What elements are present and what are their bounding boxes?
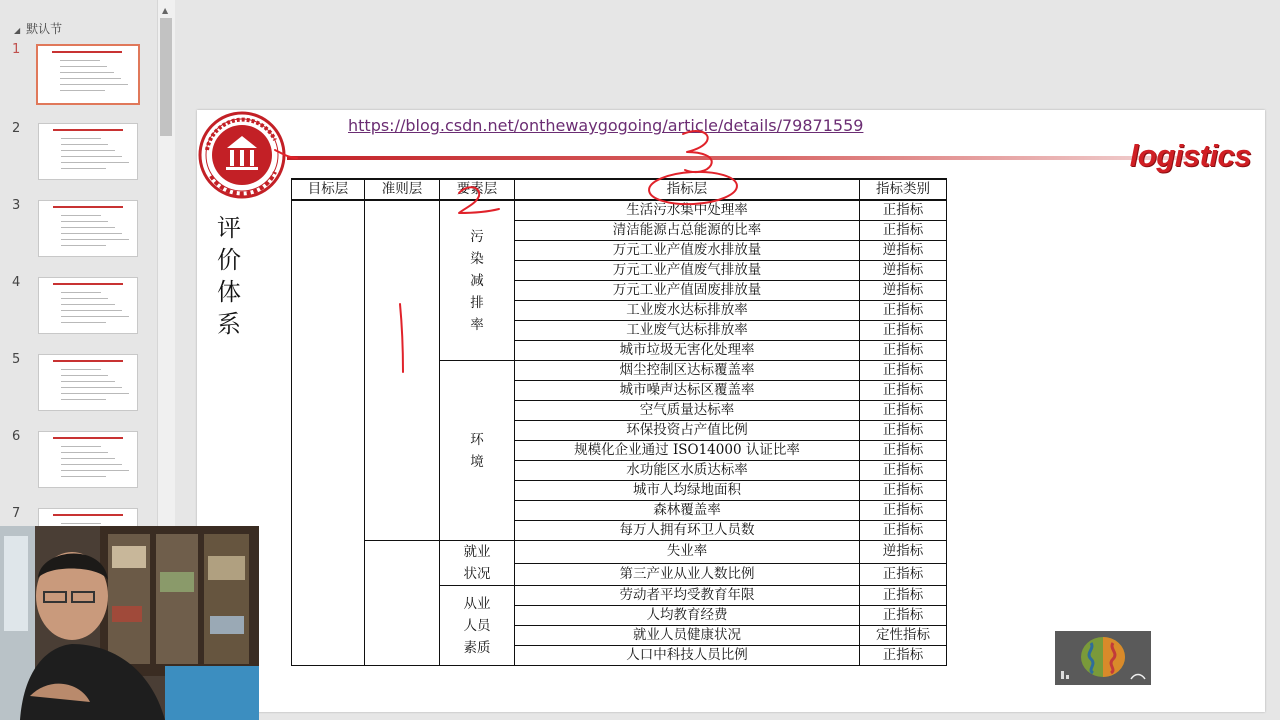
element-label: 环境 [470,431,484,470]
thumb-text-line [61,381,115,382]
indicator-type-cell: 逆指标 [860,261,947,281]
thumb-header-line [53,129,123,131]
thumb-text-line [61,316,129,317]
thumb-text-line [61,239,129,240]
brain-illustration-image [1055,631,1151,685]
table-row [292,200,947,221]
indicator-cell: 第三产业从业人数比例 [515,563,860,586]
indicator-type-cell: 正指标 [860,381,947,401]
indicator-cell: 空气质量达标率 [515,401,860,421]
header-goal-layer: 目标层 [292,179,365,200]
indicator-cell: 劳动者平均受教育年限 [515,586,860,606]
thumb-text-line [61,298,108,299]
scroll-thumb[interactable] [160,18,172,136]
indicator-type-cell: 正指标 [860,221,947,241]
indicator-cell: 每万人拥有环卫人员数 [515,521,860,541]
indicator-type-cell: 正指标 [860,461,947,481]
thumb-text-line [61,452,108,453]
table-body [292,200,947,666]
thumb-text-line [61,245,106,246]
indicator-type-cell: 正指标 [860,441,947,461]
thumb-text-line [60,72,114,73]
indicator-type-cell: 正指标 [860,401,947,421]
thumb-text-line [61,399,106,400]
thumb-text-line [61,292,101,293]
thumb-text-line [61,227,115,228]
indicator-cell: 人口中科技人员比例 [515,646,860,666]
side-title: 评价体系 [217,214,241,338]
indicator-type-cell: 正指标 [860,301,947,321]
slide-thumbnail[interactable] [38,123,138,180]
indicator-type-cell: 定性指标 [860,626,947,646]
thumb-text-line [61,476,106,477]
indicator-type-cell: 正指标 [860,563,947,586]
slide-number: 1 [12,42,21,57]
indicator-type-cell: 正指标 [860,586,947,606]
thumb-text-line [61,215,101,216]
indicator-cell: 失业率 [515,541,860,564]
university-seal-logo [197,110,290,200]
indicator-type-cell: 正指标 [860,341,947,361]
thumb-text-line [60,90,105,91]
indicator-type-cell: 正指标 [860,646,947,666]
criterion-layer-cell [365,541,440,666]
thumb-text-line [61,221,108,222]
thumb-text-line [61,144,108,145]
thumb-text-line [61,464,122,465]
element-label: 就业状况 [463,544,491,582]
slide-number: 2 [12,121,21,136]
indicator-cell: 森林覆盖率 [515,501,860,521]
indicator-type-cell: 正指标 [860,421,947,441]
slide-number: 3 [12,198,21,213]
webcam-video-overlay [0,526,259,720]
indicator-type-cell: 正指标 [860,521,947,541]
thumb-text-line [61,446,101,447]
indicator-cell: 烟尘控制区达标覆盖率 [515,361,860,381]
indicator-cell: 万元工业产值废气排放量 [515,261,860,281]
annotation-number-3 [683,131,712,172]
indicator-cell: 万元工业产值废水排放量 [515,241,860,261]
indicator-cell: 工业废气达标排放率 [515,321,860,341]
thumb-header-line [53,360,123,362]
indicator-type-cell: 逆指标 [860,281,947,301]
element-layer-cell [440,586,515,666]
goal-layer-cell [292,200,365,666]
indicator-cell: 城市人均绿地面积 [515,481,860,501]
indicator-cell: 城市垃圾无害化处理率 [515,341,860,361]
header-element-layer: 要素层 [440,179,515,200]
indicator-type-cell: 正指标 [860,200,947,221]
element-layer-cell [440,541,515,586]
thumb-text-line [61,470,129,471]
indicator-cell: 水功能区水质达标率 [515,461,860,481]
slide-thumbnail[interactable] [38,200,138,257]
thumb-header-line [52,51,122,53]
thumb-text-line [61,233,122,234]
thumb-text-line [61,162,129,163]
slide-thumbnail[interactable] [38,354,138,411]
scroll-up-arrow-icon[interactable]: ▲ [162,6,169,15]
thumb-text-line [61,156,122,157]
slide-number: 6 [12,429,21,444]
header-rule-line [287,156,1187,160]
table-header-row [292,179,947,200]
slide-thumbnail[interactable] [38,431,138,488]
slide-number: 7 [12,506,21,521]
thumb-text-line [61,168,106,169]
indicator-cell: 人均教育经费 [515,606,860,626]
thumb-text-line [60,60,100,61]
slide-thumbnail[interactable] [38,277,138,334]
collapse-triangle-icon[interactable]: ◢ [14,26,21,35]
table-row [292,541,947,564]
indicator-type-cell: 逆指标 [860,541,947,564]
indicator-cell: 城市噪声达标区覆盖率 [515,381,860,401]
indicator-cell: 工业废水达标排放率 [515,301,860,321]
thumb-text-line [61,387,122,388]
indicator-type-cell: 逆指标 [860,241,947,261]
indicator-type-cell: 正指标 [860,481,947,501]
thumb-header-line [53,514,123,516]
header-criterion-layer: 准则层 [365,179,440,200]
webcam-frame-image [0,526,259,720]
header-indicator-layer: 指标层 [515,179,860,200]
thumb-text-line [61,138,101,139]
indicator-type-cell: 正指标 [860,606,947,626]
slide-canvas[interactable] [197,110,1265,712]
thumb-text-line [61,304,115,305]
thumb-header-line [53,206,123,208]
thumb-text-line [61,375,108,376]
section-header[interactable] [14,20,62,37]
brain-icon [1055,631,1151,685]
indicator-type-cell: 正指标 [860,321,947,341]
thumb-text-line [61,322,106,323]
section-label: 默认节 [26,22,63,36]
thumb-text-line [61,310,122,311]
thumb-text-line [61,523,101,524]
indicator-cell: 生活污水集中处理率 [515,200,860,221]
thumb-text-line [61,458,115,459]
indicator-cell: 环保投资占产值比例 [515,421,860,441]
thumb-text-line [60,84,128,85]
element-layer-cell [440,361,515,541]
criterion-layer-cell [365,200,440,541]
indicator-cell: 清洁能源占总能源的比率 [515,221,860,241]
thumb-text-line [61,393,129,394]
indicator-type-cell: 正指标 [860,361,947,381]
thumb-text-line [61,150,115,151]
thumb-header-line [53,437,123,439]
indicator-type-cell: 正指标 [860,501,947,521]
thumb-text-line [61,369,101,370]
slide-thumbnail[interactable] [36,44,140,105]
slide-number: 4 [12,275,21,290]
indicator-cell: 万元工业产值固废排放量 [515,281,860,301]
element-label: 污染减排率 [470,228,484,333]
header-indicator-type: 指标类别 [860,179,947,200]
logistics-logo: logistics [1129,138,1251,173]
indicator-cell: 就业人员健康状况 [515,626,860,646]
thumb-text-line [60,66,107,67]
slide-url-link[interactable]: https://blog.csdn.net/onthewaygogoing/article/details/79871559 [348,116,864,135]
indicator-cell: 规模化企业通过 ISO14000 认证比率 [515,441,860,461]
thumb-header-line [53,283,123,285]
slide-number: 5 [12,352,21,367]
thumb-text-line [60,78,121,79]
evaluation-index-table [291,178,947,666]
element-layer-cell [440,200,515,361]
element-label: 从业人员素质 [463,595,491,656]
